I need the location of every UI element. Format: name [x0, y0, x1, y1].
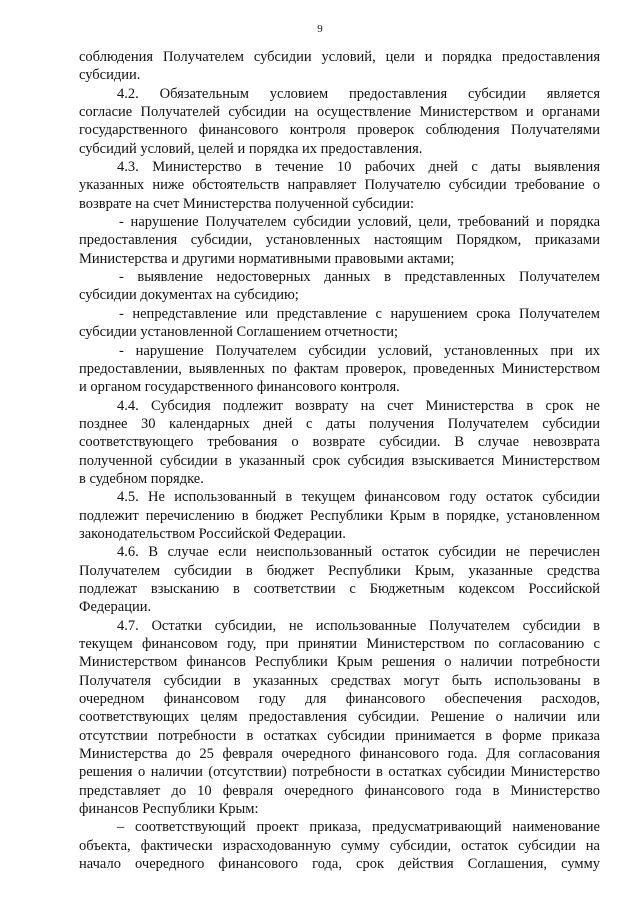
text-line: возврате на счет Министерства полученной субсидии:: [79, 195, 415, 212]
text-line: объекта, фактически израсходованную сумму субсидии, остаток субсидии на: [79, 837, 600, 854]
text-line: субсидии установленной Соглашением отчетности;: [79, 324, 399, 341]
text-line: указанных ниже обстоятельств направляет Получателю субсидии требование о: [79, 177, 600, 194]
text-line: начало очередного финансового года, срок действия Соглашения, сумму: [79, 856, 600, 873]
text-line: согласие Получателей субсидии на осуществление Министерством и органами: [79, 104, 600, 121]
text-line: 4.5. Не использованный в текущем финансовом году остаток субсидии: [117, 489, 600, 506]
text-line: Получателя субсидии в указанных средствах могут быть использованы в: [79, 672, 600, 689]
text-line: - нарушение Получателем субсидии условий, установленных при их: [119, 342, 600, 359]
text-line: позднее 30 календарных дней с даты получения Получателем субсидии: [79, 415, 600, 432]
text-line: подлежит перечислению в бюджет Республики Крым в порядке, установленном: [79, 507, 600, 524]
text-line: очередном финансовом году для финансового обеспечения расходов,: [79, 691, 600, 708]
text-line: полученной субсидии в указанный срок субсидия взыскивается Министерством: [79, 452, 600, 469]
text-line: соответствующего требования о возврате субсидии. В случае невозврата: [79, 434, 600, 451]
text-line: Министерством финансов Республики Крым решения о наличии потребности: [79, 654, 600, 671]
text-line: Федерации.: [79, 599, 152, 616]
text-line: Получателем субсидии в бюджет Республики Крым, указанные средства: [79, 562, 600, 579]
text-line: - непредставление или представление с нарушением срока Получателем: [119, 305, 600, 322]
text-line: Министерства и другими нормативными правовыми актами;: [79, 250, 455, 267]
text-line: 4.6. В случае если неиспользованный остаток субсидии не перечислен: [117, 544, 600, 561]
text-line: решения о наличии (отсутствии) потребности в остатках субсидии Министерство: [79, 764, 600, 781]
text-line: субсидии.: [79, 67, 141, 84]
text-line: финансов Республики Крым:: [79, 801, 259, 818]
text-line: 4.4. Субсидия подлежит возврату на счет Министерства в срок не: [117, 397, 600, 414]
text-line: отсутствии потребности в остатках субсидии принимается в форме приказа: [79, 727, 600, 744]
text-line: субсидий условий, целей и порядка их предоставления.: [79, 140, 423, 157]
document-body: [79, 48, 600, 873]
text-line: - нарушение Получателем субсидии условий, цели, требований и порядка: [119, 214, 600, 231]
text-line: в судебном порядке.: [79, 470, 204, 487]
text-line: – соответствующий проект приказа, предусматривающий наименование: [117, 819, 600, 836]
text-line: подлежат взысканию в соответствии с Бюджетным кодексом Российской: [79, 580, 600, 597]
text-line: Министерства до 25 февраля очередного финансового года. Для согласования: [79, 746, 600, 763]
text-line: законодательством Российской Федерации.: [79, 525, 346, 542]
text-line: предоставления субсидии, установленных настоящим Порядком, приказами: [79, 232, 600, 249]
text-line: государственного финансового контроля проверок соблюдения Получателями: [79, 122, 600, 139]
text-line: представляет до 10 февраля очередного финансового года в Министерство: [79, 782, 600, 799]
text-line: соответствующих целям предоставления субсидии. Решение о наличии или: [79, 709, 600, 726]
text-line: субсидии документах на субсидию;: [79, 287, 299, 304]
text-line: текущем финансовом году, при принятии Министерством по согласованию с: [79, 636, 600, 652]
text-line: 4.3. Министерство в течение 10 рабочих дней с даты выявления: [117, 159, 600, 176]
text-line: - выявление недостоверных данных в представленных Получателем: [119, 269, 600, 286]
text-line: 4.7. Остатки субсидии, не использованные Получателем субсидии в: [117, 617, 600, 634]
text-line: и органом государственного финансового контроля.: [79, 379, 400, 396]
text-line: соблюдения Получателем субсидии условий, цели и порядка предоставления: [79, 49, 600, 65]
text-line: предоставлении, выявленных по фактам проверок, проведенных Министерством: [79, 360, 600, 377]
page-number: 9: [317, 23, 323, 35]
text-line: 4.2. Обязательным условием предоставления субсидии является: [117, 85, 600, 102]
